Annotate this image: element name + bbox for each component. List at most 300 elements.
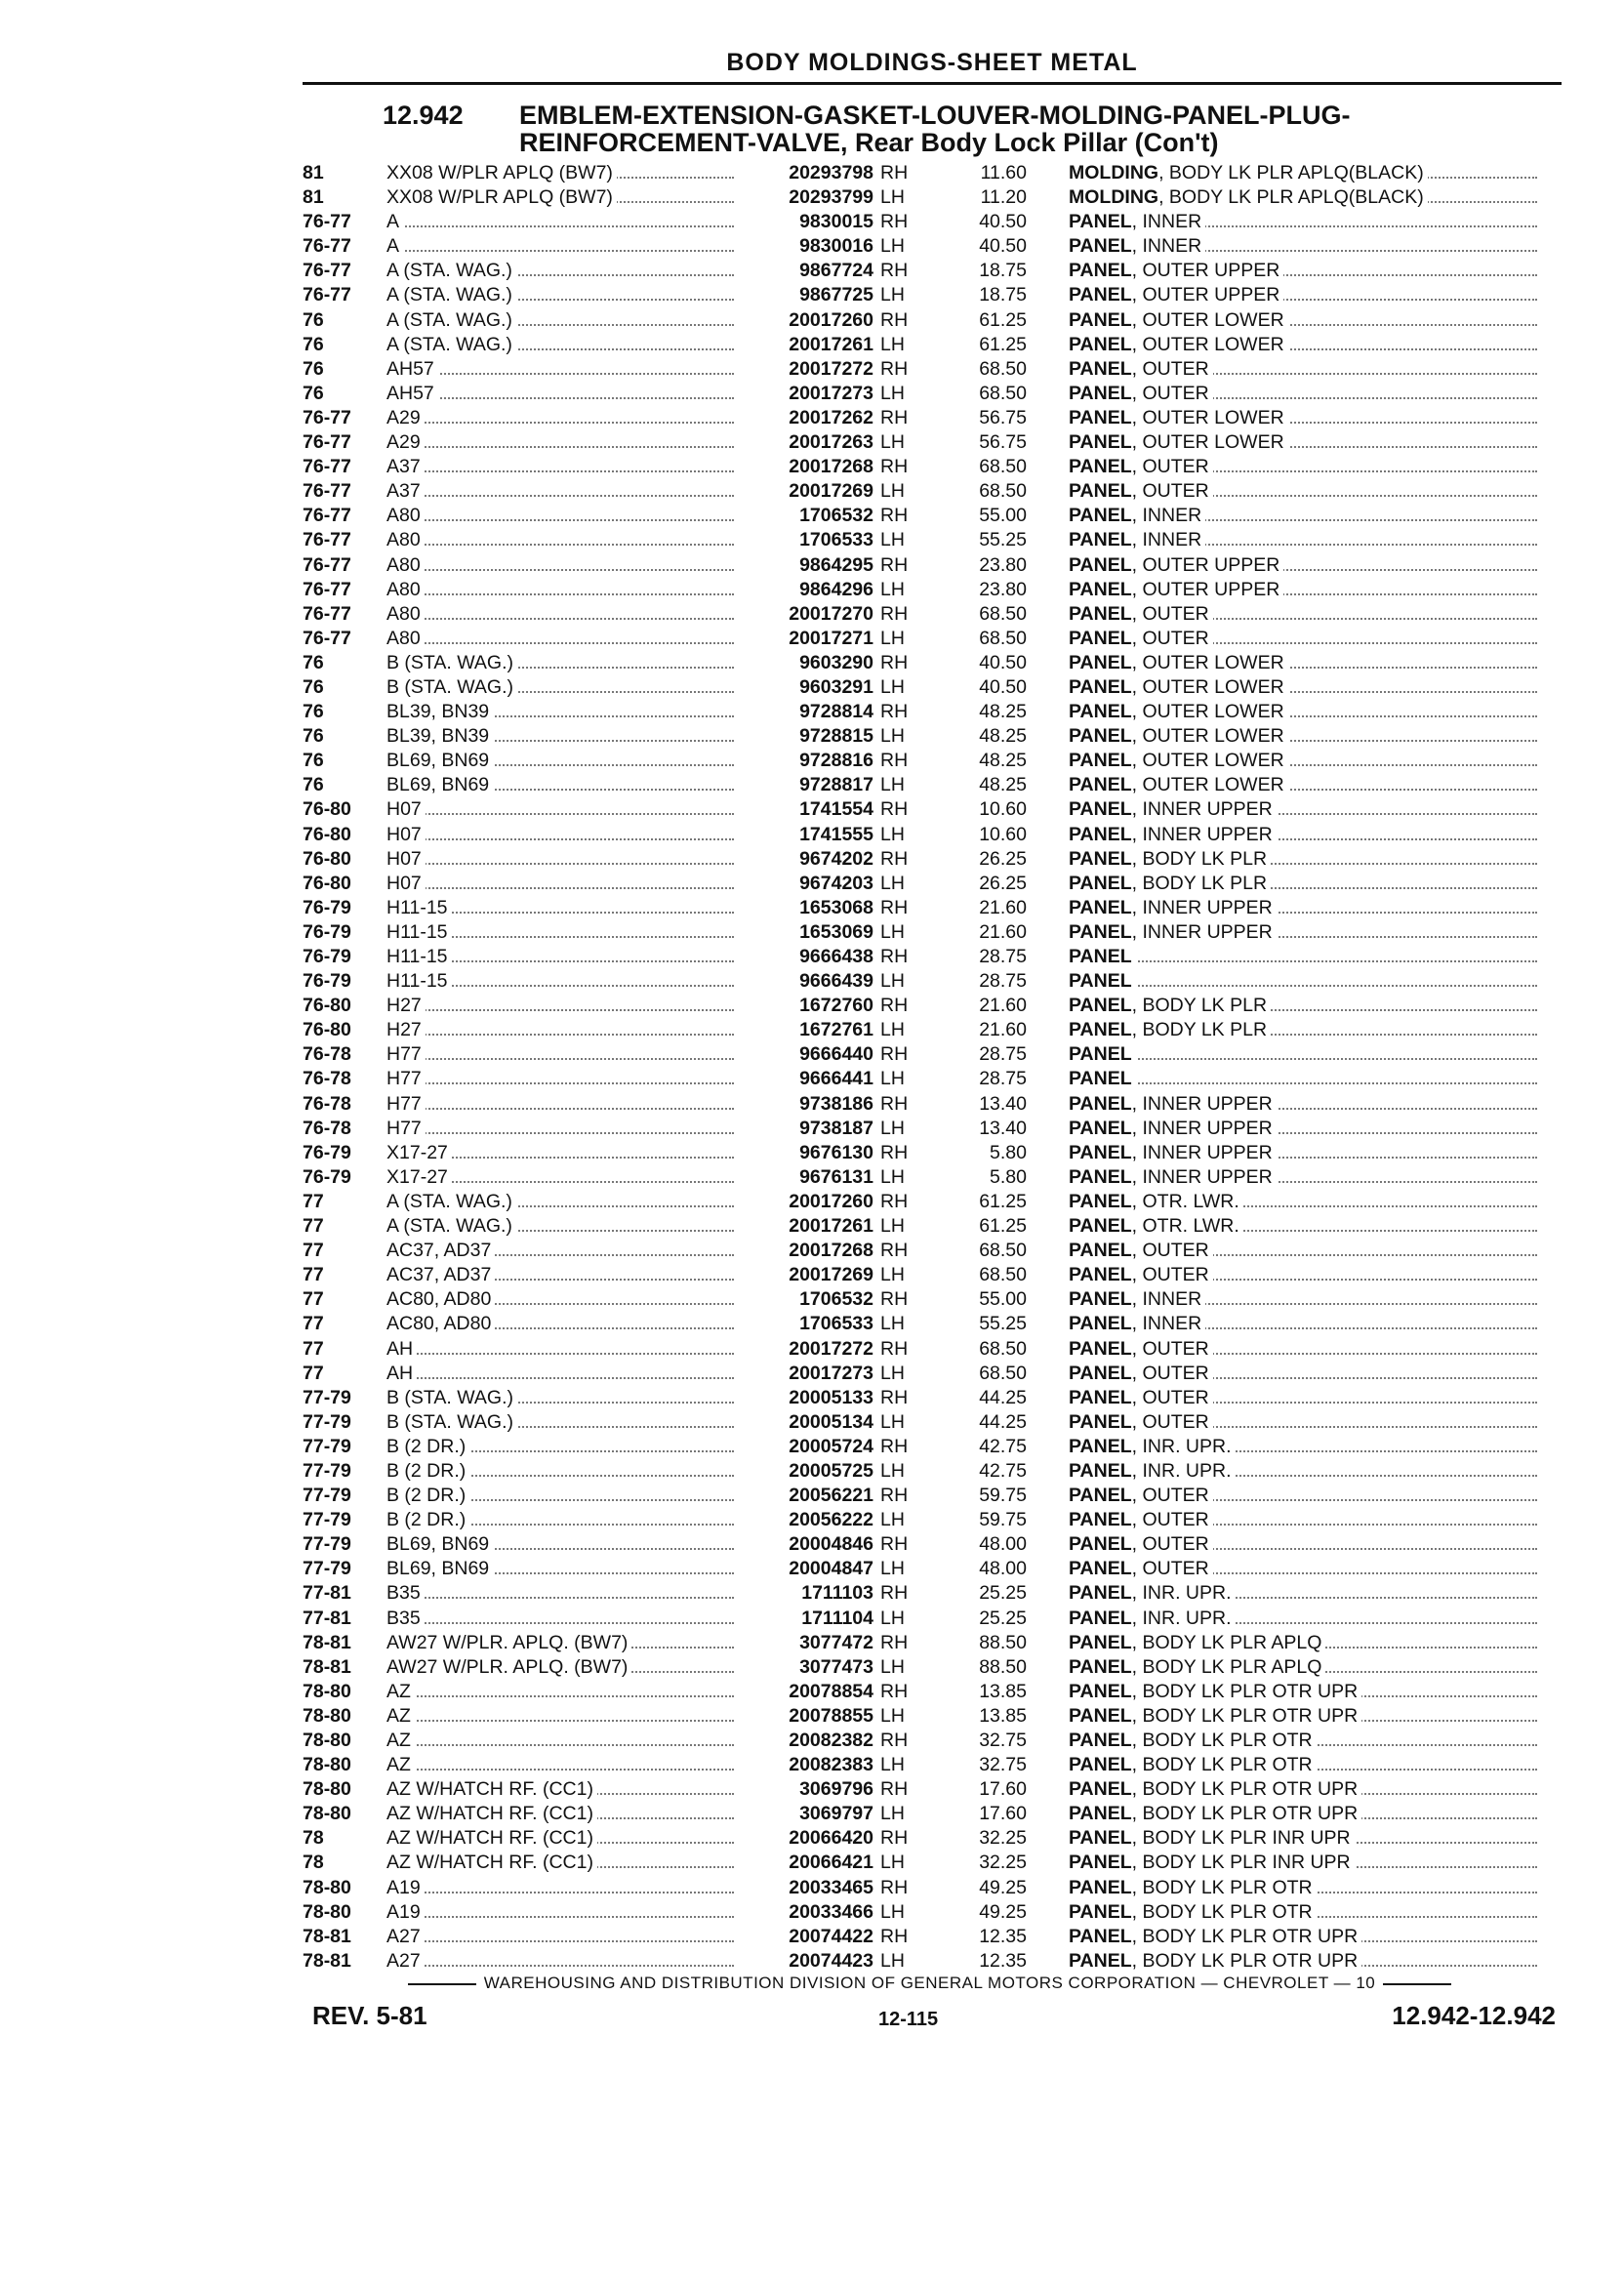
- side-cell: LH: [880, 1410, 905, 1433]
- price-cell: 68.50: [979, 1337, 1027, 1360]
- side-cell: LH: [880, 774, 905, 796]
- model-cell: AZ: [386, 1753, 734, 1777]
- year-cell: 76: [303, 357, 324, 380]
- part-number-cell: 9666440: [799, 1043, 873, 1066]
- year-cell: 76: [303, 675, 324, 698]
- price-cell: 23.80: [979, 578, 1027, 600]
- part-number-cell: 20017261: [789, 1215, 873, 1238]
- model-cell: AC37, AD37: [386, 1239, 734, 1263]
- model-cell: H77: [386, 1092, 734, 1117]
- model-cell: B (STA. WAG.): [386, 1386, 734, 1410]
- description-cell: PANEL, OUTER: [1069, 627, 1537, 651]
- price-cell: 18.75: [979, 284, 1027, 306]
- table-row: [303, 357, 1571, 382]
- description-cell: PANEL, INNER UPPER: [1069, 823, 1537, 847]
- year-cell: 76-77: [303, 578, 351, 600]
- price-cell: 17.60: [979, 1778, 1027, 1801]
- side-cell: LH: [880, 284, 905, 306]
- description-cell: PANEL, INNER: [1069, 1312, 1537, 1336]
- side-cell: RH: [880, 211, 909, 233]
- table-row: [303, 1753, 1571, 1777]
- table-row: [303, 1484, 1571, 1508]
- side-cell: LH: [880, 872, 905, 894]
- price-cell: 61.25: [979, 333, 1027, 355]
- model-cell: AC80, AD80: [386, 1312, 734, 1336]
- table-row: [303, 1410, 1571, 1435]
- parts-table: [303, 161, 1571, 1974]
- table-row: [303, 210, 1571, 234]
- description-cell: PANEL, BODY LK PLR OTR UPR: [1069, 1704, 1537, 1729]
- year-cell: 77-79: [303, 1410, 351, 1433]
- part-number-cell: 9674203: [799, 872, 873, 894]
- table-row: [303, 578, 1571, 602]
- model-cell: B (STA. WAG.): [386, 1410, 734, 1435]
- price-cell: 48.25: [979, 701, 1027, 723]
- year-cell: 78-80: [303, 1876, 351, 1898]
- part-number-cell: 9830015: [799, 211, 873, 233]
- table-row: [303, 1092, 1571, 1117]
- price-cell: 13.85: [979, 1704, 1027, 1727]
- year-cell: 76-78: [303, 1117, 351, 1139]
- table-row: [303, 1704, 1571, 1729]
- year-cell: 77-79: [303, 1558, 351, 1580]
- price-cell: 17.60: [979, 1803, 1027, 1825]
- price-cell: 68.50: [979, 602, 1027, 625]
- description-cell: PANEL, BODY LK PLR OTR UPR: [1069, 1949, 1537, 1974]
- model-cell: BL39, BN39: [386, 724, 734, 749]
- table-row: [303, 259, 1571, 283]
- year-cell: 76-77: [303, 211, 351, 233]
- table-row: [303, 1581, 1571, 1606]
- model-cell: A80: [386, 578, 734, 602]
- year-cell: 77-79: [303, 1435, 351, 1457]
- model-cell: A (STA. WAG.): [386, 1214, 734, 1239]
- model-cell: B35: [386, 1581, 734, 1606]
- year-cell: 76-77: [303, 553, 351, 576]
- footer-revision: REV. 5-81: [312, 2001, 427, 2030]
- side-cell: LH: [880, 578, 905, 600]
- part-number-cell: 9738186: [799, 1092, 873, 1115]
- model-cell: B (2 DR.): [386, 1459, 734, 1484]
- part-number-cell: 20017270: [789, 602, 873, 625]
- footer-rule-right: [1383, 1983, 1451, 1985]
- price-cell: 26.25: [979, 872, 1027, 894]
- part-number-cell: 20017272: [789, 357, 873, 380]
- table-row: [303, 1459, 1571, 1484]
- table-row: [303, 847, 1571, 872]
- price-cell: 42.75: [979, 1459, 1027, 1482]
- part-number-cell: 20017272: [789, 1337, 873, 1360]
- model-cell: AZ: [386, 1704, 734, 1729]
- part-number-cell: 20005133: [789, 1386, 873, 1408]
- part-number-cell: 20004846: [789, 1533, 873, 1556]
- year-cell: 78-80: [303, 1754, 351, 1776]
- year-cell: 78: [303, 1852, 324, 1874]
- model-cell: AH: [386, 1362, 734, 1386]
- price-cell: 12.35: [979, 1925, 1027, 1947]
- side-cell: LH: [880, 1754, 905, 1776]
- description-cell: MOLDING, BODY LK PLR APLQ(BLACK): [1069, 185, 1537, 210]
- year-cell: 77: [303, 1215, 324, 1238]
- year-cell: 76-80: [303, 823, 351, 845]
- model-cell: A80: [386, 602, 734, 627]
- year-cell: 76: [303, 382, 324, 404]
- year-cell: 78-81: [303, 1949, 351, 1972]
- description-cell: PANEL, BODY LK PLR OTR: [1069, 1729, 1537, 1753]
- year-cell: 76-80: [303, 798, 351, 821]
- model-cell: X17-27: [386, 1165, 734, 1190]
- table-row: [303, 1532, 1571, 1557]
- side-cell: RH: [880, 1925, 909, 1947]
- side-cell: LH: [880, 1362, 905, 1384]
- price-cell: 68.50: [979, 627, 1027, 649]
- price-cell: 44.25: [979, 1386, 1027, 1408]
- description-cell: PANEL, OTR. LWR.: [1069, 1214, 1537, 1239]
- table-row: [303, 749, 1571, 773]
- table-row: [303, 1851, 1571, 1875]
- side-cell: RH: [880, 260, 909, 282]
- description-cell: PANEL, OUTER LOWER: [1069, 773, 1537, 797]
- footer-division: [312, 1974, 1547, 1993]
- side-cell: LH: [880, 1313, 905, 1335]
- table-row: [303, 945, 1571, 969]
- model-cell: AZ W/HATCH RF. (CC1): [386, 1802, 734, 1826]
- model-cell: AZ W/HATCH RF. (CC1): [386, 1777, 734, 1802]
- description-cell: PANEL, BODY LK PLR: [1069, 872, 1537, 896]
- part-number-cell: 1653069: [799, 920, 873, 943]
- table-row: [303, 1287, 1571, 1312]
- price-cell: 59.75: [979, 1509, 1027, 1531]
- side-cell: LH: [880, 675, 905, 698]
- table-row: [303, 1826, 1571, 1851]
- table-row: [303, 283, 1571, 307]
- model-cell: B (2 DR.): [386, 1484, 734, 1508]
- page-header-title: BODY MOLDINGS-SHEET METAL: [726, 49, 1138, 76]
- price-cell: 56.75: [979, 431, 1027, 454]
- description-cell: PANEL, INNER UPPER: [1069, 896, 1537, 920]
- side-cell: RH: [880, 553, 909, 576]
- model-cell: H07: [386, 823, 734, 847]
- description-cell: PANEL, BODY LK PLR INR UPR: [1069, 1851, 1537, 1875]
- model-cell: BL69, BN69: [386, 1532, 734, 1557]
- price-cell: 68.50: [979, 382, 1027, 404]
- description-cell: PANEL, BODY LK PLR: [1069, 847, 1537, 872]
- table-row: [303, 1165, 1571, 1190]
- part-number-cell: 20017263: [789, 431, 873, 454]
- model-cell: BL39, BN39: [386, 700, 734, 724]
- price-cell: 49.25: [979, 1900, 1027, 1923]
- part-number-cell: 3077473: [799, 1655, 873, 1678]
- part-number-cell: 1706533: [799, 529, 873, 551]
- year-cell: 76-79: [303, 946, 351, 967]
- description-cell: PANEL, BODY LK PLR APLQ: [1069, 1655, 1537, 1680]
- model-cell: BL69, BN69: [386, 1557, 734, 1581]
- price-cell: 32.75: [979, 1754, 1027, 1776]
- part-number-cell: 20017268: [789, 456, 873, 478]
- description-cell: PANEL, OUTER: [1069, 357, 1537, 382]
- footer-section-range: 12.942-12.942: [1392, 2001, 1556, 2030]
- price-cell: 18.75: [979, 260, 1027, 282]
- year-cell: 76: [303, 774, 324, 796]
- side-cell: LH: [880, 333, 905, 355]
- part-number-cell: 3069797: [799, 1803, 873, 1825]
- year-cell: 76-77: [303, 627, 351, 649]
- year-cell: 76: [303, 651, 324, 673]
- year-cell: 76-80: [303, 1019, 351, 1041]
- price-cell: 28.75: [979, 1043, 1027, 1066]
- model-cell: A (STA. WAG.): [386, 308, 734, 333]
- year-cell: 76-77: [303, 235, 351, 258]
- description-cell: PANEL, OUTER LOWER: [1069, 700, 1537, 724]
- price-cell: 61.25: [979, 308, 1027, 331]
- side-cell: RH: [880, 750, 909, 772]
- description-cell: PANEL, INNER UPPER: [1069, 1117, 1537, 1141]
- model-cell: A37: [386, 455, 734, 479]
- price-cell: 28.75: [979, 970, 1027, 993]
- model-cell: A19: [386, 1900, 734, 1925]
- year-cell: 76-78: [303, 1092, 351, 1115]
- model-cell: H11-15: [386, 969, 734, 994]
- year-cell: 78-80: [303, 1803, 351, 1825]
- description-cell: PANEL, INNER UPPER: [1069, 1165, 1537, 1190]
- model-cell: B (2 DR.): [386, 1508, 734, 1532]
- part-number-cell: 20017262: [789, 406, 873, 428]
- part-number-cell: 1741554: [799, 798, 873, 821]
- year-cell: 76: [303, 333, 324, 355]
- table-row: [303, 333, 1571, 357]
- table-row: [303, 406, 1571, 430]
- part-number-cell: 20056221: [789, 1485, 873, 1507]
- year-cell: 77: [303, 1313, 324, 1335]
- description-cell: PANEL, OUTER: [1069, 1410, 1537, 1435]
- description-cell: PANEL, OUTER UPPER: [1069, 283, 1537, 307]
- side-cell: RH: [880, 1435, 909, 1457]
- table-row: [303, 896, 1571, 920]
- model-cell: A80: [386, 553, 734, 578]
- description-cell: PANEL, OUTER UPPER: [1069, 259, 1537, 283]
- model-cell: AC37, AD37: [386, 1263, 734, 1287]
- side-cell: LH: [880, 529, 905, 551]
- price-cell: 48.00: [979, 1558, 1027, 1580]
- table-row: [303, 1312, 1571, 1336]
- model-cell: B (2 DR.): [386, 1435, 734, 1459]
- side-cell: LH: [880, 431, 905, 454]
- year-cell: 76-79: [303, 970, 351, 993]
- table-row: [303, 1607, 1571, 1631]
- table-row: [303, 1949, 1571, 1974]
- price-cell: 40.50: [979, 235, 1027, 258]
- model-cell: H77: [386, 1117, 734, 1141]
- model-cell: A80: [386, 528, 734, 552]
- part-number-cell: 20066420: [789, 1827, 873, 1850]
- year-cell: 78-80: [303, 1730, 351, 1751]
- side-cell: RH: [880, 651, 909, 673]
- table-row: [303, 1018, 1571, 1042]
- description-cell: PANEL, BODY LK PLR OTR UPR: [1069, 1680, 1537, 1704]
- model-cell: A: [386, 210, 734, 234]
- side-cell: RH: [880, 1190, 909, 1212]
- side-cell: RH: [880, 1092, 909, 1115]
- part-number-cell: 1653068: [799, 896, 873, 918]
- price-cell: 68.50: [979, 1240, 1027, 1262]
- year-cell: 77: [303, 1362, 324, 1384]
- part-number-cell: 20033465: [789, 1876, 873, 1898]
- table-row: [303, 1386, 1571, 1410]
- year-cell: 76-78: [303, 1068, 351, 1090]
- part-number-cell: 20078854: [789, 1680, 873, 1702]
- part-number-cell: 20004847: [789, 1558, 873, 1580]
- side-cell: RH: [880, 1876, 909, 1898]
- description-cell: PANEL, INR. UPR.: [1069, 1607, 1537, 1631]
- part-number-cell: 20033466: [789, 1900, 873, 1923]
- side-cell: LH: [880, 1264, 905, 1286]
- part-number-cell: 1741555: [799, 823, 873, 845]
- year-cell: 78-81: [303, 1631, 351, 1653]
- description-cell: PANEL, OUTER LOWER: [1069, 333, 1537, 357]
- side-cell: LH: [880, 1165, 905, 1188]
- part-number-cell: 20005725: [789, 1459, 873, 1482]
- table-row: [303, 1214, 1571, 1239]
- year-cell: 76: [303, 725, 324, 748]
- model-cell: A37: [386, 479, 734, 504]
- price-cell: 68.50: [979, 456, 1027, 478]
- part-number-cell: 9728816: [799, 750, 873, 772]
- side-cell: RH: [880, 357, 909, 380]
- year-cell: 78-80: [303, 1778, 351, 1801]
- price-cell: 28.75: [979, 946, 1027, 967]
- price-cell: 40.50: [979, 651, 1027, 673]
- description-cell: PANEL, OUTER: [1069, 1337, 1537, 1362]
- model-cell: AH57: [386, 382, 734, 406]
- part-number-cell: 20066421: [789, 1852, 873, 1874]
- description-cell: PANEL, OUTER: [1069, 382, 1537, 406]
- side-cell: RH: [880, 1778, 909, 1801]
- price-cell: 13.85: [979, 1680, 1027, 1702]
- side-cell: RH: [880, 1680, 909, 1702]
- description-cell: PANEL, INNER: [1069, 210, 1537, 234]
- model-cell: A80: [386, 504, 734, 528]
- side-cell: LH: [880, 1558, 905, 1580]
- model-cell: A29: [386, 406, 734, 430]
- part-number-cell: 1706532: [799, 1288, 873, 1311]
- year-cell: 76-77: [303, 284, 351, 306]
- side-cell: RH: [880, 456, 909, 478]
- model-cell: AZ: [386, 1729, 734, 1753]
- side-cell: LH: [880, 382, 905, 404]
- year-cell: 76-79: [303, 920, 351, 943]
- table-row: [303, 920, 1571, 945]
- table-row: [303, 185, 1571, 210]
- model-cell: AH57: [386, 357, 734, 382]
- table-row: [303, 430, 1571, 455]
- side-cell: LH: [880, 725, 905, 748]
- side-cell: RH: [880, 701, 909, 723]
- model-cell: A27: [386, 1949, 734, 1974]
- side-cell: LH: [880, 1215, 905, 1238]
- side-cell: RH: [880, 1240, 909, 1262]
- model-cell: AW27 W/PLR. APLQ. (BW7): [386, 1655, 734, 1680]
- price-cell: 25.25: [979, 1582, 1027, 1605]
- description-cell: PANEL, INNER: [1069, 528, 1537, 552]
- table-row: [303, 234, 1571, 259]
- description-cell: PANEL, INR. UPR.: [1069, 1459, 1537, 1484]
- table-row: [303, 479, 1571, 504]
- description-cell: PANEL, OUTER: [1069, 1362, 1537, 1386]
- model-cell: BL69, BN69: [386, 749, 734, 773]
- model-cell: A29: [386, 430, 734, 455]
- description-cell: PANEL, BODY LK PLR APLQ: [1069, 1631, 1537, 1655]
- price-cell: 55.25: [979, 529, 1027, 551]
- part-number-cell: 1672760: [799, 995, 873, 1017]
- footer-page-number: 12-115: [878, 2009, 939, 2030]
- description-cell: PANEL, INR. UPR.: [1069, 1435, 1537, 1459]
- model-cell: AW27 W/PLR. APLQ. (BW7): [386, 1631, 734, 1655]
- price-cell: 88.50: [979, 1655, 1027, 1678]
- year-cell: 77: [303, 1264, 324, 1286]
- description-cell: PANEL: [1069, 1042, 1537, 1067]
- part-number-cell: 20074422: [789, 1925, 873, 1947]
- price-cell: 21.60: [979, 920, 1027, 943]
- model-cell: AH: [386, 1337, 734, 1362]
- year-cell: 77-79: [303, 1485, 351, 1507]
- price-cell: 32.75: [979, 1730, 1027, 1751]
- description-cell: PANEL: [1069, 1067, 1537, 1091]
- year-cell: 77-79: [303, 1533, 351, 1556]
- side-cell: LH: [880, 235, 905, 258]
- part-number-cell: 1711104: [801, 1607, 873, 1629]
- section-title-line2: REINFORCEMENT-VALVE, Rear Body Lock Pillar (Con't): [519, 128, 1219, 157]
- side-cell: RH: [880, 1827, 909, 1850]
- part-number-cell: 9666441: [799, 1068, 873, 1090]
- price-cell: 56.75: [979, 406, 1027, 428]
- price-cell: 10.60: [979, 823, 1027, 845]
- part-number-cell: 9728814: [799, 701, 873, 723]
- model-cell: H77: [386, 1067, 734, 1091]
- section-heading: [383, 102, 1554, 156]
- table-row: [303, 1117, 1571, 1141]
- description-cell: PANEL, OUTER UPPER: [1069, 553, 1537, 578]
- price-cell: 11.60: [980, 162, 1027, 183]
- description-cell: PANEL, OUTER: [1069, 1532, 1537, 1557]
- year-cell: 81: [303, 186, 324, 209]
- model-cell: XX08 W/PLR APLQ (BW7): [386, 161, 734, 185]
- side-cell: RH: [880, 1386, 909, 1408]
- description-cell: PANEL, INNER UPPER: [1069, 797, 1537, 822]
- part-number-cell: 9728815: [799, 725, 873, 748]
- description-cell: PANEL, BODY LK PLR INR UPR: [1069, 1826, 1537, 1851]
- price-cell: 55.25: [979, 1313, 1027, 1335]
- table-row: [303, 1876, 1571, 1900]
- year-cell: 76-77: [303, 406, 351, 428]
- part-number-cell: 20293798: [789, 162, 873, 183]
- table-row: [303, 455, 1571, 479]
- table-row: [303, 627, 1571, 651]
- side-cell: LH: [880, 1459, 905, 1482]
- year-cell: 77-79: [303, 1459, 351, 1482]
- price-cell: 55.00: [979, 505, 1027, 527]
- description-cell: PANEL, OUTER LOWER: [1069, 724, 1537, 749]
- side-cell: RH: [880, 946, 909, 967]
- description-cell: PANEL: [1069, 969, 1537, 994]
- side-cell: LH: [880, 1704, 905, 1727]
- part-number-cell: 20017273: [789, 1362, 873, 1384]
- table-row: [303, 1508, 1571, 1532]
- part-number-cell: 1711103: [801, 1582, 873, 1605]
- side-cell: RH: [880, 602, 909, 625]
- part-number-cell: 9603291: [799, 675, 873, 698]
- price-cell: 28.75: [979, 1068, 1027, 1090]
- table-row: [303, 1655, 1571, 1680]
